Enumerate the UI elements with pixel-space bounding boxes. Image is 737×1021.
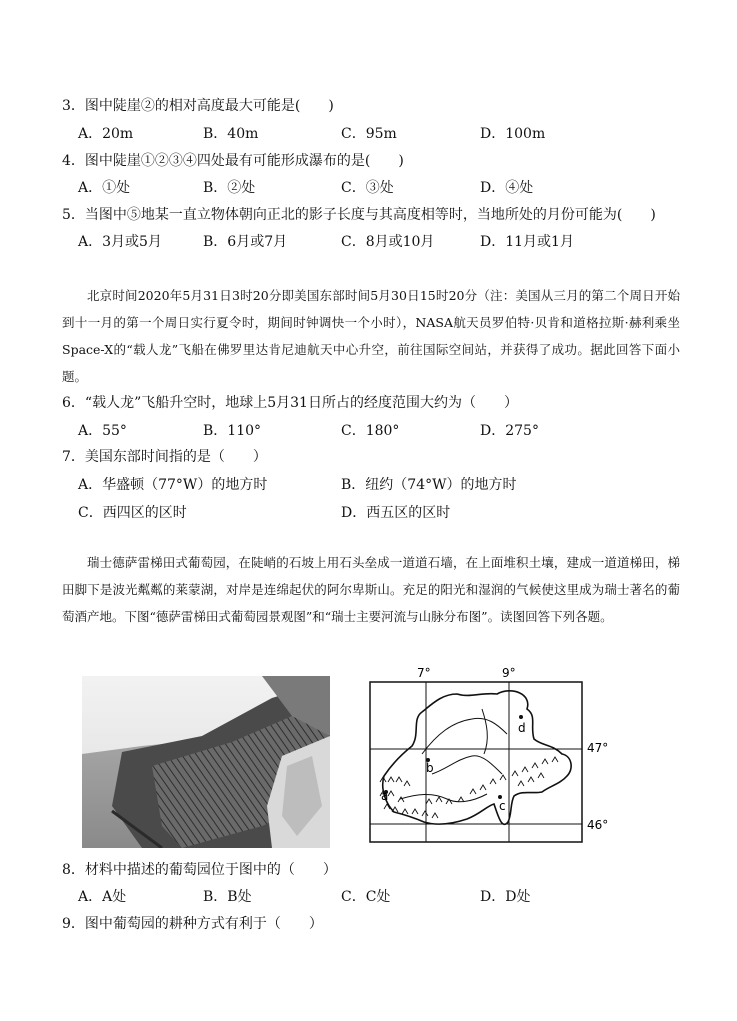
question-6-option-a: A．55°: [78, 423, 127, 439]
question-7-option-b: B．纽约（74°W）的地方时: [341, 477, 517, 493]
lat-47-label: 47°: [587, 741, 609, 755]
question-4-option-c: C．③处: [341, 180, 394, 196]
switzerland-rivers-mountains-map: [362, 664, 622, 854]
question-3-option-b: B．40m: [203, 126, 259, 142]
point-b-label: b: [426, 761, 434, 775]
question-8-option-b: B．B处: [203, 889, 252, 905]
question-6-option-b: B．110°: [203, 423, 262, 439]
question-6-option-d: D．275°: [480, 423, 539, 439]
question-8-option-d: D．D处: [480, 889, 531, 905]
vineyard-landscape-photo: [82, 676, 330, 848]
question-5-option-b: B．6月或7月: [203, 234, 288, 250]
map-frame: [370, 682, 582, 842]
question-5-option-a: A．3月或5月: [78, 234, 162, 250]
river-limmat: [482, 709, 487, 754]
passage-lavaux-vineyard: 瑞士德萨雷梯田式葡萄园，在陡峭的石坡上用石头垒成一道道石墙，在上面堆积土壤，建成一道道梯田，梯田脚下是波光粼粼的莱蒙湖，对岸是连绵起伏的阿尔卑斯山。充足的阳光和湿润的气候使这里成为瑞士著名的葡萄酒产地。下图“德萨雷梯田式葡萄园景观图”和“瑞士主要河流与山脉分布图”。读图回答下列各题。: [62, 555, 680, 624]
question-4-stem: 4．图中陡崖①②③④四处最有可能形成瀑布的是( ): [62, 153, 404, 169]
question-4-option-d: D．④处: [480, 180, 534, 196]
question-6-stem: 6．“载人龙”飞船升空时，地球上5月31日所占的经度范围大约为（ ）: [62, 395, 518, 411]
lat-46-label: 46°: [587, 818, 609, 832]
question-7-option-d: D．西五区的区时: [341, 505, 451, 521]
question-3-stem: 3．图中陡崖②的相对高度最大可能是( ): [62, 98, 334, 114]
switzerland-border: [383, 691, 571, 825]
question-5-option-c: C．8月或10月: [341, 234, 435, 250]
lon-7-label: 7°: [417, 666, 431, 680]
question-7-option-a: A．华盛顿（77°W）的地方时: [78, 477, 268, 493]
question-5-option-d: D．11月或1月: [480, 234, 574, 250]
question-3-option-c: C．95m: [341, 126, 397, 142]
point-d-marker: [519, 715, 523, 719]
question-4-option-a: A．①处: [78, 180, 131, 196]
alps-mountain-symbols: [380, 757, 558, 818]
question-3-option-d: D．100m: [480, 126, 546, 142]
river-reuss: [432, 756, 502, 774]
point-a-label: a: [381, 789, 389, 803]
point-c-label: c: [499, 799, 506, 813]
question-4-option-b: B．②处: [203, 180, 256, 196]
question-3-option-a: A．20m: [78, 126, 134, 142]
point-d-label: d: [518, 721, 526, 735]
question-8-stem: 8．材料中描述的葡萄园位于图中的（ ）: [62, 862, 337, 878]
passage-spacex: 北京时间2020年5月31日3时20分即美国东部时间5月30日15时20分（注：美国从三月的第二个周日开始到十一月的第一个周日实行夏令时，期间时钟调快一个小时），NASA航天员罗伯特·贝肯和道格拉斯·赫利乘坐Space-X的“载人龙”飞船在佛罗里达肯尼迪航天中心升空，前往国际空间站，并获得了成功。据此回答下面小题。: [62, 288, 680, 384]
lon-9-label: 9°: [502, 666, 516, 680]
question-5-stem: 5．当图中⑤地某一直立物体朝向正北的影子长度与其高度相等时，当地所处的月份可能为( ): [62, 207, 656, 223]
question-6-option-c: C．180°: [341, 423, 400, 439]
question-8-option-a: A．A处: [78, 889, 127, 905]
question-9-stem: 9．图中葡萄园的耕种方式有利于（ ）: [62, 916, 323, 932]
question-7-stem: 7．美国东部时间指的是（ ）: [62, 449, 267, 465]
river-rhone: [400, 794, 487, 802]
question-8-option-c: C．C处: [341, 889, 391, 905]
question-7-option-c: C．西四区的区时: [78, 505, 187, 521]
